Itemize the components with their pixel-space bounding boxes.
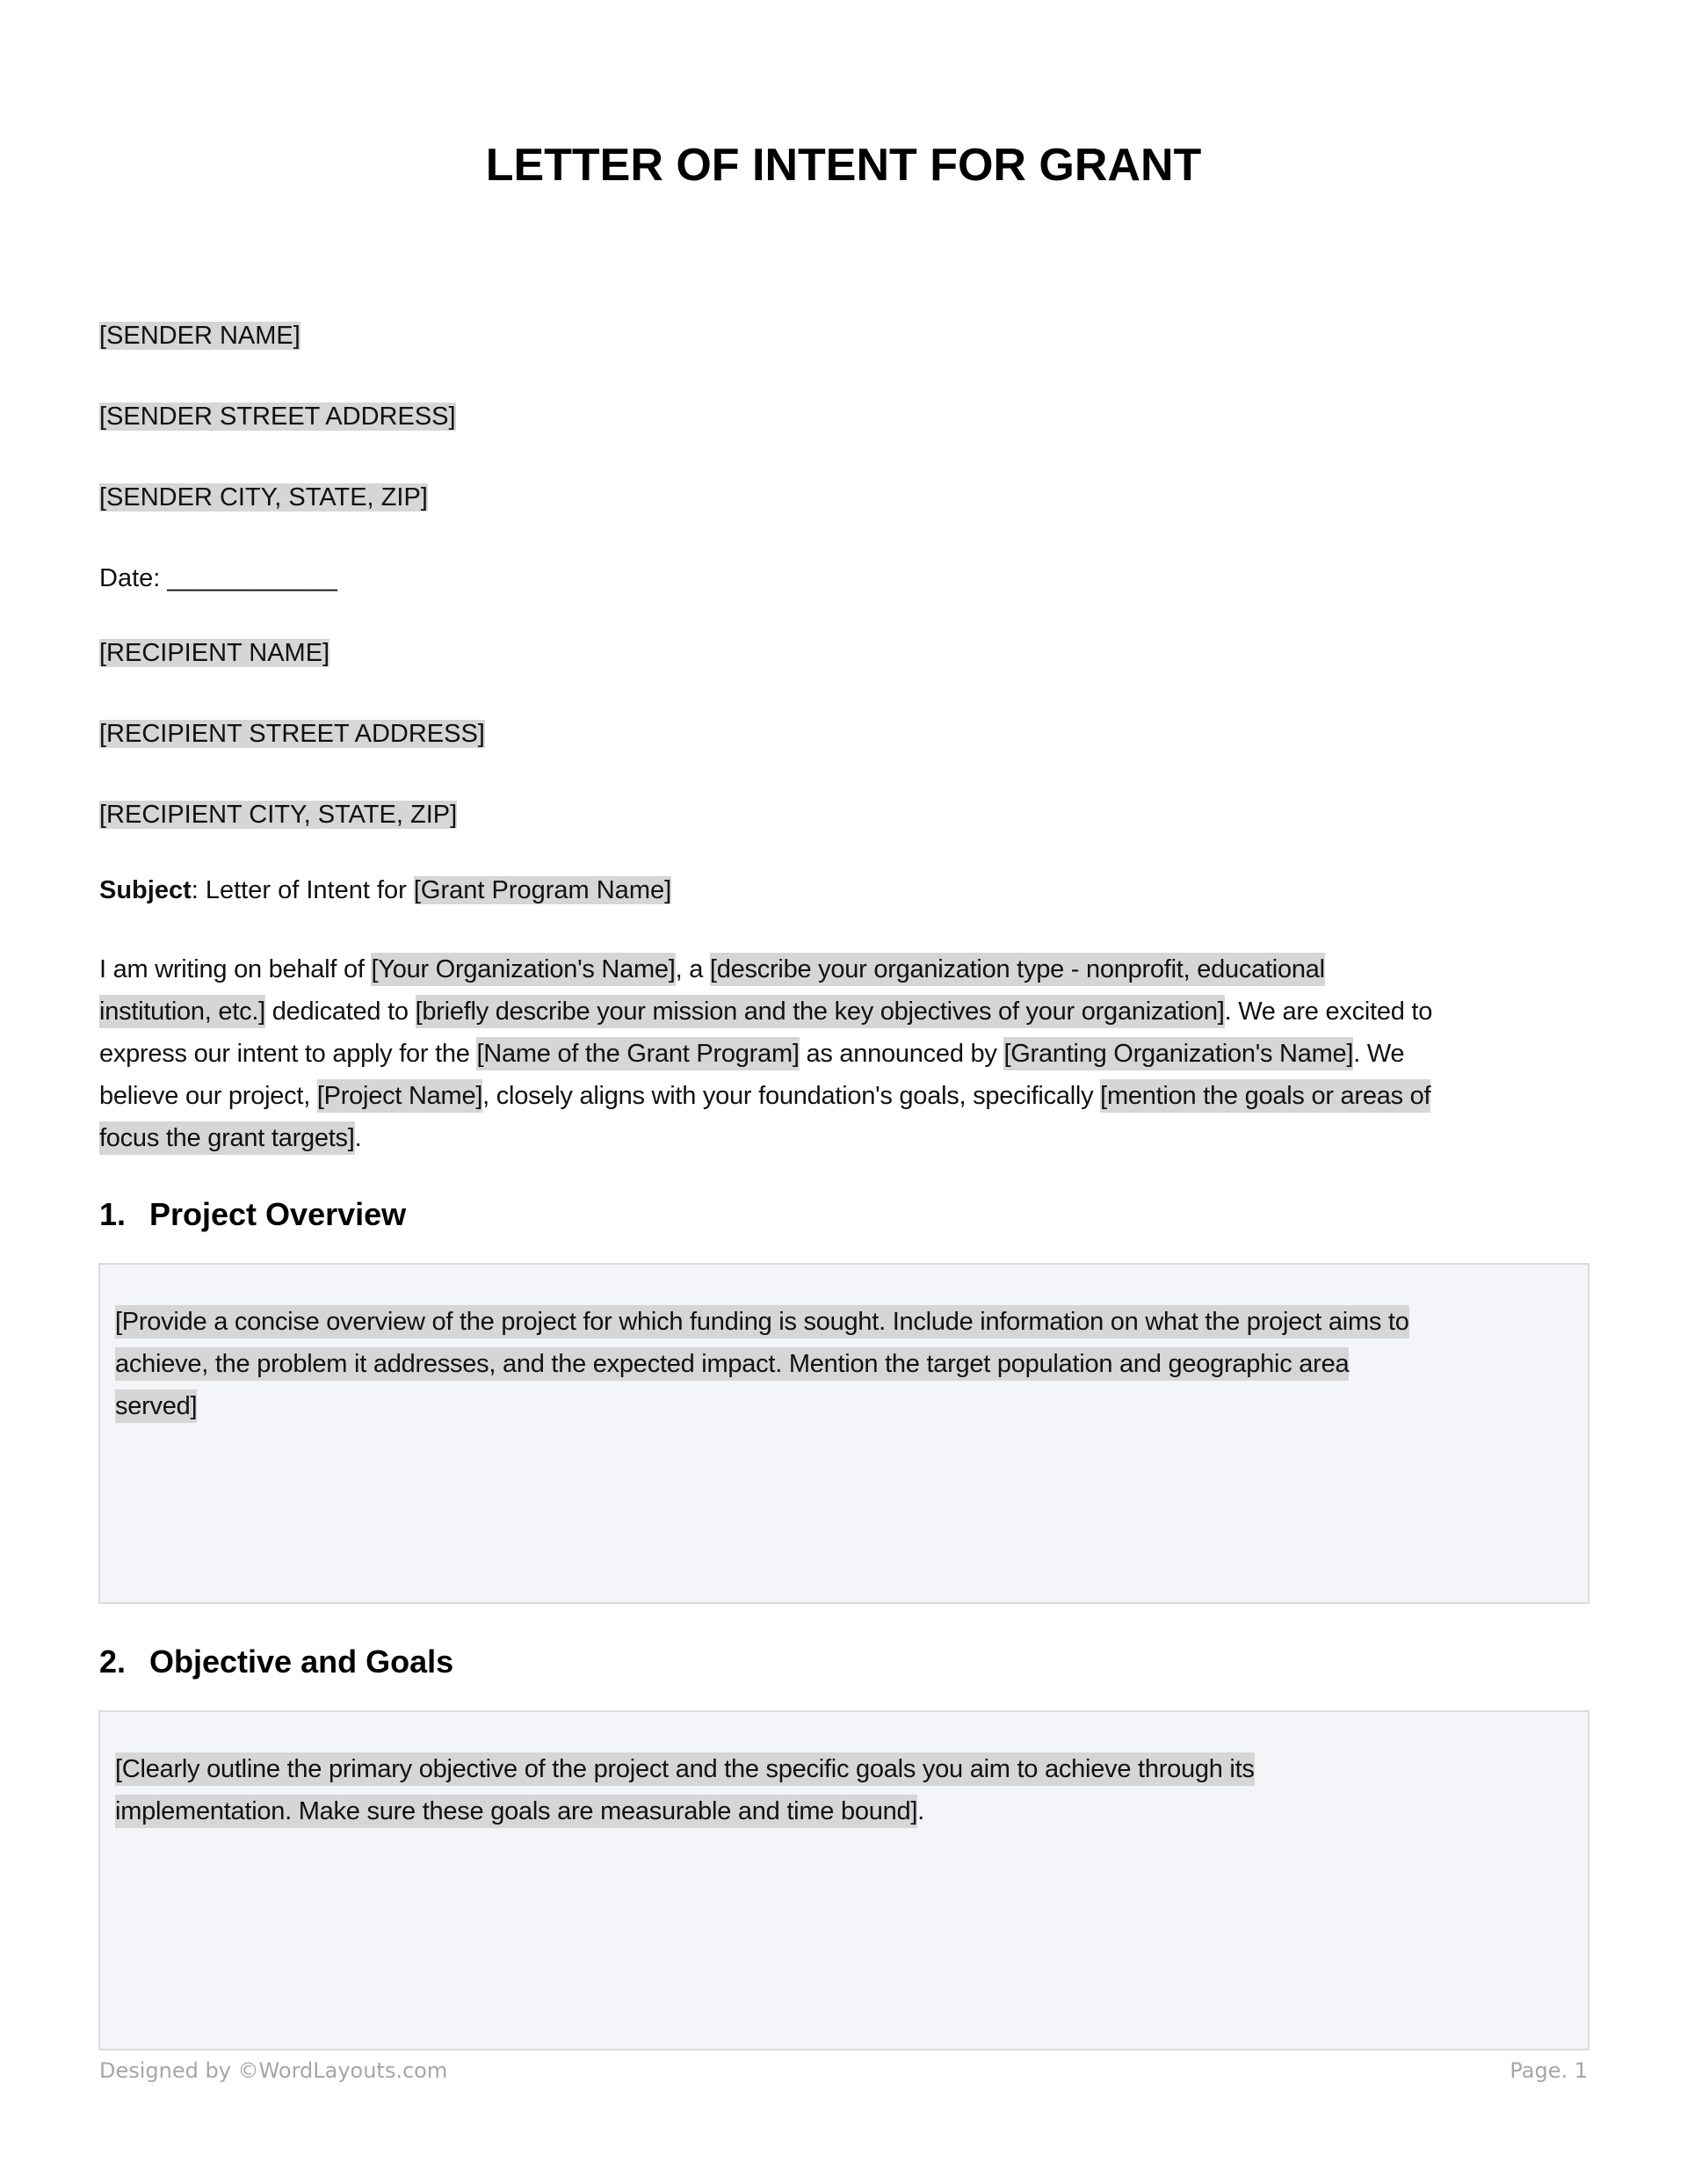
project-name-placeholder[interactable]: [Project Name] (317, 1079, 482, 1113)
paragraph-text: I am writing on behalf of (99, 955, 372, 983)
project-overview-text[interactable] (115, 1301, 1409, 1427)
paragraph-text: . (354, 1124, 362, 1152)
intro-paragraph (99, 948, 1593, 1159)
footer-page-number: Page. 1 (1510, 2058, 1588, 2083)
objective-goals-box[interactable] (98, 1710, 1589, 2050)
section-number: 2. (99, 1643, 127, 1680)
recipient-street[interactable] (99, 716, 485, 751)
paragraph-text: , a (675, 955, 710, 983)
grant-focus-placeholder[interactable]: [mention the goals or areas of (1100, 1079, 1430, 1113)
subject-placeholder[interactable]: [Grant Program Name] (413, 876, 672, 904)
grant-program-placeholder[interactable]: [Name of the Grant Program] (476, 1037, 799, 1070)
paragraph-text: as announced by (799, 1040, 1004, 1068)
section-title: Objective and Goals (149, 1643, 454, 1680)
subject-label: Subject (99, 876, 192, 904)
placeholder-text[interactable]: implementation. Make sure these goals are measurable and time bound] (115, 1795, 917, 1828)
sender-street[interactable] (99, 399, 456, 434)
organization-type-placeholder[interactable]: [describe your organization type - nonprofit, educational (710, 953, 1325, 986)
paragraph-text: dedicated to (264, 998, 416, 1026)
sender-city-state-zip[interactable] (99, 480, 428, 515)
recipient-street-placeholder[interactable]: [RECIPIENT STREET ADDRESS] (99, 720, 485, 748)
section-number: 1. (99, 1196, 127, 1232)
paragraph-text: , closely aligns with your foundation's goals, specifically (482, 1082, 1101, 1110)
section-heading-project-overview (99, 1196, 406, 1233)
placeholder-text[interactable]: [Clearly outline the primary objective of the project and the specific goals you aim to achieve through its (115, 1752, 1255, 1786)
grant-focus-placeholder-cont[interactable]: focus the grant targets] (99, 1121, 355, 1155)
box-line (115, 1343, 1409, 1385)
organization-name-placeholder[interactable]: [Your Organization's Name] (371, 953, 675, 986)
mission-placeholder[interactable]: [briefly describe your mission and the key objectives of your organization] (416, 995, 1225, 1028)
box-line (115, 1385, 1409, 1427)
date-line (99, 561, 337, 596)
subject-text: : Letter of Intent for (191, 876, 414, 904)
paragraph-line (99, 1117, 1593, 1159)
date-label: Date: (99, 564, 161, 592)
section-heading-objective-goals (99, 1643, 453, 1680)
recipient-city-placeholder[interactable]: [RECIPIENT CITY, STATE, ZIP] (99, 801, 458, 829)
recipient-name-placeholder[interactable]: [RECIPIENT NAME] (99, 639, 330, 667)
recipient-name[interactable] (99, 635, 329, 671)
placeholder-text[interactable]: served] (115, 1389, 197, 1423)
objective-goals-text[interactable] (115, 1748, 1255, 1832)
box-line (115, 1301, 1409, 1343)
granting-organization-placeholder[interactable]: [Granting Organization's Name] (1003, 1037, 1353, 1070)
project-overview-box[interactable] (98, 1263, 1589, 1604)
box-line (115, 1790, 1255, 1832)
paragraph-line (99, 948, 1593, 990)
recipient-city-state-zip[interactable] (99, 797, 457, 832)
paragraph-line (99, 1075, 1593, 1117)
sender-name[interactable] (99, 318, 300, 353)
paragraph-text: believe our project, (99, 1082, 317, 1110)
paragraph-line (99, 990, 1593, 1033)
sender-name-placeholder[interactable]: [SENDER NAME] (99, 322, 300, 350)
paragraph-text: . We are excited to (1224, 998, 1433, 1026)
paragraph-text: express our intent to apply for the (99, 1040, 477, 1068)
sender-street-placeholder[interactable]: [SENDER STREET ADDRESS] (99, 403, 456, 431)
box-line (115, 1748, 1255, 1790)
paragraph-text: . We (1353, 1040, 1405, 1068)
sender-city-placeholder[interactable]: [SENDER CITY, STATE, ZIP] (99, 483, 428, 512)
document-title: LETTER OF INTENT FOR GRANT (485, 140, 1202, 191)
section-title: Project Overview (149, 1196, 407, 1232)
footer-credit: Designed by ©WordLayouts.com (99, 2058, 448, 2083)
paragraph-line (99, 1033, 1593, 1075)
organization-type-placeholder-cont[interactable]: institution, etc.] (99, 995, 265, 1028)
placeholder-text[interactable]: achieve, the problem it addresses, and the expected impact. Mention the target population and geographic area (115, 1347, 1349, 1381)
trailing-punctuation: . (917, 1797, 924, 1825)
subject-line (99, 873, 671, 908)
date-blank[interactable]: ____________ (167, 564, 337, 592)
placeholder-text[interactable]: [Provide a concise overview of the project for which funding is sought. Include information on what the project aims to (115, 1305, 1409, 1339)
